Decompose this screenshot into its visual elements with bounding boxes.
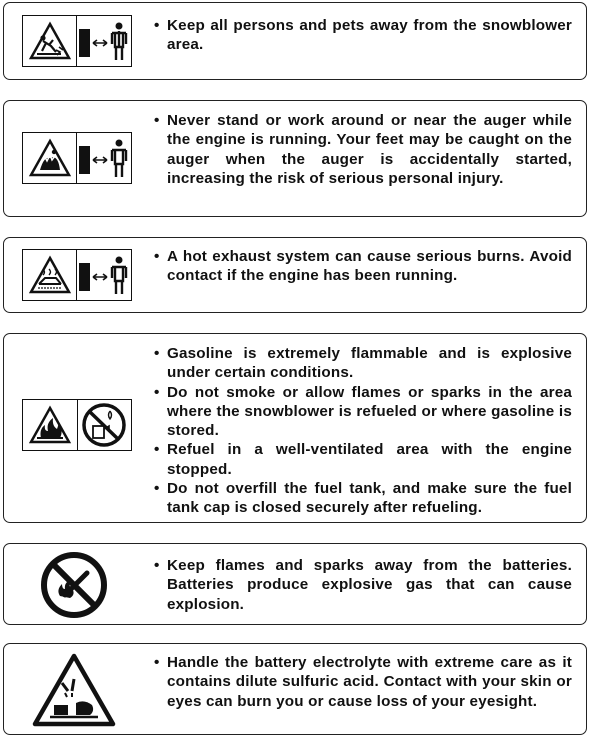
warning-notice (3, 643, 587, 735)
notice-text: • Handle the battery electrolyte with extreme care as it contains dilute sulfuric acid. Contact with your skin or eyes can burn you or cause loss of your eyesight. (154, 653, 572, 711)
warning-notice (3, 2, 587, 80)
hot-exhaust-icon (22, 249, 132, 301)
corrosive-acid-icon (31, 652, 117, 728)
notice-text: • A hot exhaust system can cause serious burns. Avoid contact if the engine has been running. (154, 247, 572, 286)
notice-text: • Gasoline is extremely flammable and is explosive under certain conditions. (154, 344, 572, 383)
warning-notice (3, 100, 587, 217)
warning-notice (3, 237, 587, 313)
warning-notice (3, 543, 587, 625)
notice-text: • Never stand or work around or near the auger while the engine is running. Your feet may be caught on the auger when the auger is accidentally started, increasing the risk of serious personal injury. (154, 111, 572, 188)
fire-hazard-icon (22, 399, 132, 451)
notice-text: • Keep all persons and pets away from the snowblower area. (154, 16, 572, 55)
notice-text: • Keep flames and sparks away from the batteries. Batteries produce explosive gas that can cause explosion. (154, 556, 572, 614)
notice-text: • Refuel in a well-ventilated area with the engine stopped. (154, 440, 572, 479)
keep-away-warning-icon (22, 15, 132, 67)
warning-notice (3, 333, 587, 523)
notice-text: • Do not smoke or allow flames or sparks in the area where the snowblower is refueled or where gasoline is stored. (154, 383, 572, 441)
notice-text: • Do not overfill the fuel tank, and make sure the fuel tank cap is closed securely after refueling. (154, 479, 572, 518)
no-flame-icon (38, 549, 110, 621)
auger-hazard-icon (22, 132, 132, 184)
